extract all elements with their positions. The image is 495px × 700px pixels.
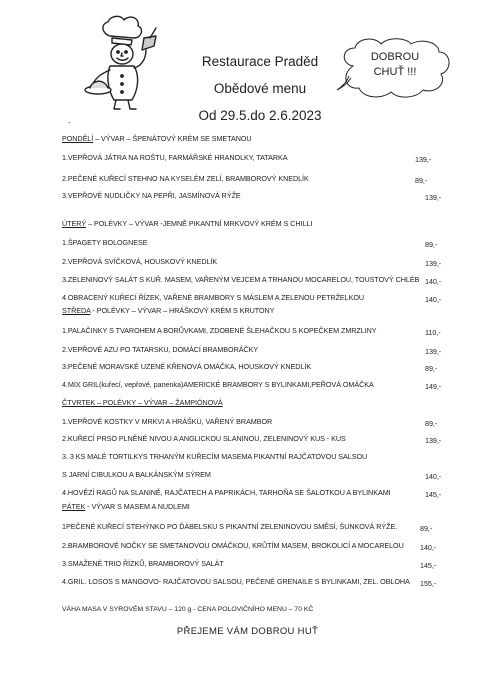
menu-item [62, 275, 419, 284]
menu-item [62, 238, 147, 247]
menu-item [62, 417, 272, 426]
menu-item-price: 139,- [415, 155, 432, 164]
menu-item-text: 4.HOVĚZÍ RAGŮ NA SLANINĚ, RAJČATECH A PAPRIKÁCH, TARHOŇA SE ŠALOTKOU A BYLINKAMI [62, 488, 391, 497]
menu-item [62, 470, 211, 479]
menu-title: Obědové menu [213, 81, 307, 96]
menu-item-text: 3.ZELENINOVÝ SALÁT S KUŘ. MASEM, VAŘENÝM VEJCEM A TRHANOU MOCARELOU, TOUSTOVÝ CHLÉB [62, 275, 420, 284]
menu-item [62, 191, 241, 200]
menu-item [62, 434, 346, 443]
stray-dot: . [68, 115, 71, 125]
menu-item-text: – VÝVAR – ŠPENÁTOVÝ KRÉM SE SMETANOU [93, 134, 252, 143]
closing-wish: PŘEJEME VÁM DOBROU HUŤ [176, 626, 319, 637]
menu-note: VÁHA MASA V SYROVÉM STAVU – 120 g - CENA POLOVIČNÍHO MENU – 70 KČ [62, 606, 314, 613]
menu-item [62, 541, 404, 550]
menu-item [62, 293, 364, 302]
day-heading [62, 134, 252, 143]
day-heading [62, 219, 312, 228]
menu-item-price: 89,- [425, 419, 438, 428]
menu-item-price: 145,- [425, 490, 442, 499]
day-heading [62, 502, 190, 511]
menu-item-text: 1.ŠPAGETY BOLOGNESE [62, 238, 148, 247]
menu-item-text: 4.MIX GRIL(kuřecí, vepřové, panenka)AMERICKÉ BRAMBORY S BYLINKAMI,PEŘOVÁ OMÁČKA [62, 380, 374, 389]
menu-item-price: 140,- [425, 295, 442, 304]
menu-dates: Od 29.5.do 2.6.2023 [198, 108, 322, 123]
menu-item-text: - VÝVAR S MASEM A NUDLEMI [85, 502, 190, 511]
day-name: ÚTERÝ [62, 219, 87, 228]
menu-item [62, 257, 217, 266]
day-heading [62, 398, 223, 407]
day-name: PONDĚLÍ [62, 134, 94, 143]
menu-item-price: 139,- [425, 436, 442, 445]
menu-item-text: 4.GRIL. LOSOS S MANGOVO- RAJČATOVOU SALSOU, PEČENÉ GRENAILE S BYLINKAMI, ZEL. OBLOHA [62, 577, 410, 586]
menu-header [175, 48, 345, 129]
menu-item-text: S JARNÍ CIBULKOU A BALKÁNSKÝM SÝREM [62, 470, 211, 479]
menu-item-text: - POLÉVKY – VÝVAR – HRÁŠKOVÝ KRÉM S KRUTONY [90, 306, 275, 315]
day-name: STŘEDA [62, 306, 91, 315]
menu-item-price: 140,- [425, 472, 442, 481]
menu-item [62, 345, 258, 354]
menu-item-price: 140,- [420, 543, 437, 552]
menu-item [62, 577, 410, 586]
speech-cloud-line-1: DOBROU [370, 51, 420, 63]
restaurant-name: Restaurace Praděd [201, 54, 319, 69]
menu-item-text: 3.SMAŽENÉ TRIO ŘÍZKŮ, BRAMBOROVÝ SALÁT [62, 559, 224, 568]
menu-item-price: 140,- [425, 277, 442, 286]
menu-item-price: 155,- [420, 579, 437, 588]
menu-item-text: 3.VEPŘOVÉ NUDLIČKY NA PEPŘI, JASMÍNOVÁ RÝŽE [62, 191, 241, 200]
menu-item-text: 2.VEPŘOVÁ SVÍČKOVÁ, HOUSKOVÝ KNEDLÍK [62, 257, 218, 266]
menu-item [62, 326, 377, 335]
day-heading [62, 306, 274, 315]
menu-item [62, 452, 367, 461]
menu-item-price: 89,- [425, 364, 438, 373]
menu-item-price: 89,- [425, 240, 438, 249]
menu-item-text: 1.PALAČINKY S TVAROHEM A BORŮVKAMI, ZDOBENÉ ŠLEHAČKOU S KOPEČKEM ZMRZLINY [62, 326, 377, 335]
menu-item-price: 139,- [425, 193, 442, 202]
menu-item-text: 3.PEČENÉ MORAVSKÉ UZENÉ KŘENOVÁ OMÁČKA, HOUSKOVÝ KNEDLÍK [62, 362, 312, 371]
menu-item-text: 2.KUŘECÍ PRSO PLNĚNÉ NIVOU A ANGLICKOU SLANINOU, ZELENINOVÝ KUS - KUS [62, 434, 346, 443]
menu-item-text: 1.VEPŘOVÉ KOSTKY V MRKVI A HRÁŠKU, VAŘENÝ BRAMBOR [62, 417, 273, 426]
menu-item-text: ČTVRTEK – POLÉVKY – VÝVAR – ŽAMPIÓNOVÁ [62, 398, 223, 407]
menu-item [62, 559, 224, 568]
menu-item-price: 139,- [425, 347, 442, 356]
menu-item-text: 1PEČENÉ KUŘECÍ STEHÝNKO PO ĎÁBELSKU S PIKANTNÍ ZELENINOVOU SMĚSÍ, ŠUNKOVÁ RÝŽE. [62, 522, 398, 531]
menu-item [62, 153, 288, 162]
menu-item [62, 488, 391, 497]
speech-cloud-line-2: CHUŤ !!! [373, 66, 417, 78]
menu-item-text: 4.OBRACENÝ KUŘECÍ ŘÍZEK, VAŘENÉ BRAMBORY S MÁSLEM A ZELENOU PETRŽELKOU [62, 293, 365, 302]
speech-cloud-text [345, 50, 445, 80]
menu-item-text: 3. 3 KS MALÉ TORTILKYS TRHANÝM KUŘECÍM MASEMA PIKANTNÍ RAJČATOVOU SALSOU [62, 452, 368, 461]
menu-item-price: 145,- [420, 561, 437, 570]
menu-item [62, 174, 309, 183]
menu-item-text: 2.VEPŘOVÉ AZU PO TATARSKU, DOMÁCÍ BRAMBORÁČKY [62, 345, 259, 354]
menu-item-text: 2.PEČENÉ KUŘECÍ STEHNO NA KYSELÉM ZELÍ, BRAMBOROVÝ KNEDLÍK [62, 174, 309, 183]
menu-item-price: 139,- [425, 259, 442, 268]
menu-item-price: 89,- [415, 176, 428, 185]
menu-item [62, 522, 397, 531]
menu-item-price: 89,- [420, 524, 433, 533]
day-name: PÁTEK [62, 502, 86, 511]
menu-item [62, 380, 374, 389]
menu-item-text: 2.BRAMBOROVÉ NOČKY SE SMETANOVOU OMÁČKOU, KRŮTÍM MASEM, BROKOLICÍ A MOCARELOU [62, 541, 404, 550]
menu-item-price: 149,- [425, 382, 442, 391]
menu-item-text: 1.VEPŘOVÁ JÁTRA NA ROŠTU, FARMÁŘSKÉ HRANOLKY, TATARKA [62, 153, 288, 162]
menu-item-price: 110,- [425, 328, 441, 337]
chef-illustration [84, 14, 164, 112]
menu-item-text: – POLÉVKY – VÝVAR -JEMNĚ PIKANTNÍ MRKVOVÝ KRÉM S CHILLI [86, 219, 313, 228]
menu-item [62, 362, 311, 371]
